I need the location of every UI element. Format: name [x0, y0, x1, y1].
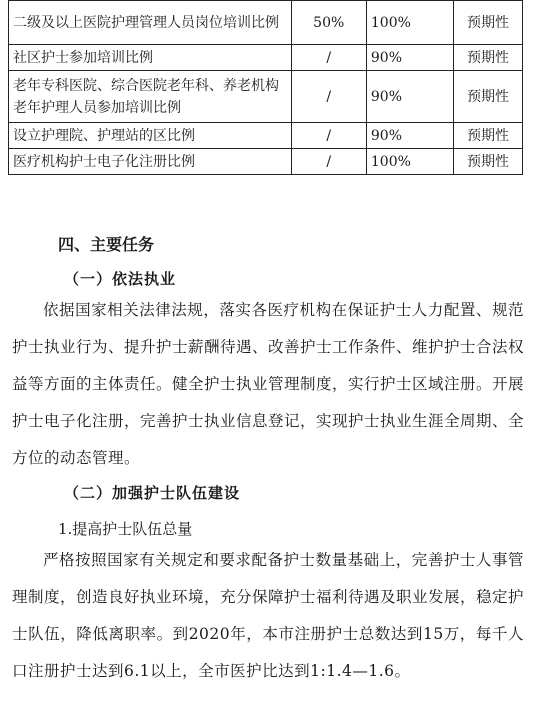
indicator-type: 预期性 — [454, 123, 523, 149]
indicator-name: 设立护理院、护理站的区比例 — [9, 123, 292, 149]
baseline-value: / — [291, 45, 366, 71]
indicator-name: 医疗机构护士电子化注册比例 — [9, 149, 292, 175]
table-row — [9, 149, 523, 175]
baseline-value: / — [291, 123, 366, 149]
indicator-name: 二级及以上医院护理管理人员岗位培训比例 — [9, 1, 292, 45]
target-value: 90% — [366, 45, 453, 71]
subsection-title: （二）加强护士队伍建设 — [64, 484, 241, 502]
baseline-value: / — [291, 71, 366, 123]
indicator-name: 老年专科医院、综合医院老年科、养老机构老年护理人员参加培训比例 — [9, 71, 292, 123]
table-row — [9, 123, 523, 149]
body-paragraph: 严格按照国家有关规定和要求配备护士数量基础上，完善护士人事管理制度，创造良好执业环境，充分保障护士福利待遇及职业发展，稳定护士队伍，降低离职率。到2020年，本市注册护士总数达到15万，每千人口注册护士达到6.1以上，全市医护比达到1:1.4—1.6。 — [12, 551, 525, 680]
section-title: 四、主要任务 — [58, 235, 155, 254]
target-value: 90% — [366, 71, 453, 123]
target-value: 100% — [366, 1, 453, 45]
indicator-table — [8, 0, 523, 175]
indicator-type: 预期性 — [454, 149, 523, 175]
target-value: 100% — [366, 149, 453, 175]
target-value: 90% — [366, 123, 453, 149]
body-paragraph: 依据国家相关法律法规，落实各医疗机构在保证护士人力配置、规范护士执业行为、提升护士薪酬待遇、改善护士工作条件、维护护士合法权益等方面的主体责任。健全护士执业管理制度，实行护士区域注册。开展护士电子化注册，完善护士执业信息登记，实现护士执业生涯全周期、全方位的动态管理。 — [12, 301, 525, 467]
table-row — [9, 45, 523, 71]
baseline-value: 50% — [291, 1, 366, 45]
indicator-type: 预期性 — [454, 71, 523, 123]
baseline-value: / — [291, 149, 366, 175]
table-row — [9, 71, 523, 123]
indicator-type: 预期性 — [454, 45, 523, 71]
list-item-heading: 1.提高护士队伍总量 — [58, 520, 193, 538]
indicator-name: 社区护士参加培训比例 — [9, 45, 292, 71]
indicator-type: 预期性 — [454, 1, 523, 45]
subsection-title: （一）依法执业 — [64, 270, 177, 288]
table-row — [9, 1, 523, 45]
